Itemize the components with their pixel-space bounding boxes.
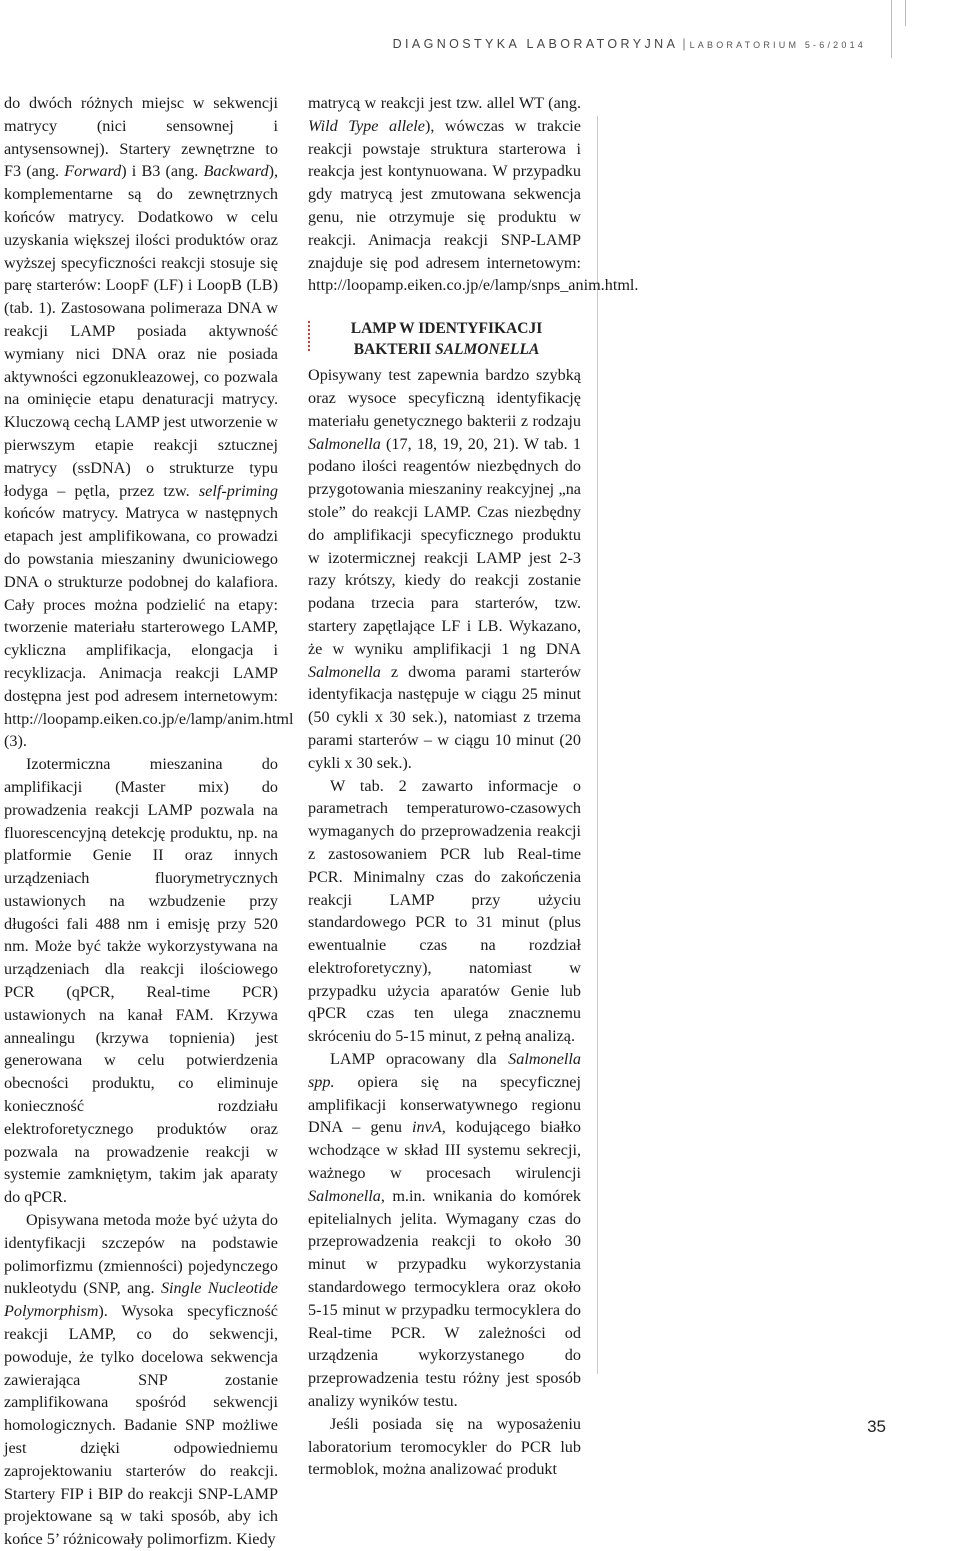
section-heading-line-2: BAKTERII SALMONELLA [353,341,540,359]
issue-label: LABORATORIUM 5-6/2014 [689,40,866,50]
section-heading-line-1: LAMP W IDENTYFIKACJI [350,320,543,338]
right-paragraph-3: W tab. 2 zawarto informacje o parametrach temperaturowo-czasowych wymaganych do przeprowadzenia reakcji z zastosowaniem PCR lub Real-time PCR. Minimalny czas do zakończenia reakcji LAMP przy użyciu standardowego PCR to 31 minut (plus ewentualnie czas na rozdział elektroforetyczny), natomiast w przypadku użycia aparatów Genie lub qPCR czas ten ulega znacznemu skróceniu do 5-15 minut, z pełną analizą. [308,776,581,1046]
header-rule-far-right [905,0,906,26]
journal-title: DIAGNOSTYKA LABORATORYJNA [392,37,679,51]
column-rule [597,116,598,1374]
section-heading [308,318,581,360]
header-text [393,37,866,51]
header-rule-right [891,0,892,58]
right-paragraph-4: LAMP opracowany dla Salmonella spp. opiera się na specyficznej amplifikacji konserwatywnego regionu DNA – genu invA, kodującego białko wchodzące w skład III systemu sekrecji, ważnego w procesach wirulencji Salmonella, m.in. wnikania do komórek epitelialnych jelita. Wymagany czas do przeprowadzenia reakcji to około 30 minut w przypadku wykorzystania standardowego termocyklera oraz około 5-15 minut w przypadku termocyklera do Real-time PCR. W zależności od urządzenia wykorzystanego do przeprowadzenia testu różny jest sposób analizy wyników testu. [308,1050,581,1411]
header-separator: | [682,37,686,51]
left-paragraph-2: Izotermiczna mieszanina do amplifikacji (Master mix) do prowadzenia reakcji LAMP pozwala na fluorescencyjną detekcję produktu, np. na platformie Genie II oraz innych urządzeniach fluorymetrycznych ustawionych na wzbudzenie przy długości fali 488 nm i emisję przy 520 nm. Może być także wykorzystywana na urządzeniach dla reakcji ilościowego PCR (qPCR, Real-time PCR) ustawionych na kanał FAM. Krzywa annealingu (krzywa topnienia) jest generowana w celu potwierdzenia obecności produktu, co eliminuje konieczność rozdziału elektroforetycznego produktów oraz pozwala na prowadzenie reakcji w systemie zamkniętym, takim jak aparaty do qPCR. [4,755,278,1207]
left-paragraph-1: do dwóch różnych miejsc w sekwencji matrycy (nici sensownej i antysensownej). Startery zewnętrzne to F3 (ang. Forward) i B3 (ang. Backward), komplementarne są do zewnętrznych końców matrycy. Dodatkowo w celu uzyskania większej ilości produktów oraz wyższej specyficzności reakcji stosuje się parę starterów: LoopF (LF) i LoopB (LB) (tab. 1). Zastosowana polimeraza DNA w reakcji LAMP posiada aktywność wymiany nici DNA oraz nie posiada aktywności egzonukleazowej, co pozwala na ominięcie etapu denaturacji matrycy. Kluczową cechą LAMP jest utworzenie w pierwszym etapie reakcji sztucznej matrycy (ssDNA) o strukturze typu łodyga – pętla, przez tzw. self-priming końców matrycy. Matryca w następnych etapach jest amplifikowana, co prowadzi do powstania mieszaniny dwuniciowego DNA o strukturze podobnej do kalafiora. Cały proces można podzielić na etapy: tworzenie materiału starterowego LAMP, cykliczna amplifikacja, elongacja i recyklizacja. Animacja reakcji LAMP dostępna jest pod adresem internetowym: http://loopamp.eiken.co.jp/e/lamp/anim.html (3). [4,94,294,751]
running-header [0,37,960,57]
right-column [308,92,639,1481]
right-paragraph-5: Jeśli posiada się na wyposażeniu laboratorium teromocykler do PCR lub termoblok, można analizować produkt [308,1414,581,1479]
right-paragraph-1: matrycą w reakcji jest tzw. allel WT (ang. Wild Type allele), wówczas w trakcie reakcji powstaje struktura starterowa i reakcja jest kontynuowana. W przypadku gdy matrycą jest zmutowana sekwencja genu, nie otrzymuje się produktu w reakcji. Animacja reakcji SNP-LAMP znajduje się pod adresem internetowym: http://loopamp.eiken.co.jp/e/lamp/snps_anim.html. [308,94,639,295]
left-column [4,92,294,1551]
page-number: 35 [867,1417,886,1436]
section-marker [308,321,310,351]
right-paragraph-2: Opisywany test zapewnia bardzo szybką oraz wysoce specyficzną identyfikację materiału genetycznego bakterii z rodzaju Salmonella (17, 18, 19, 20, 21). W tab. 1 podano ilości reagentów niezbędnych do przygotowania mieszaniny reakcyjnej „na stole” do reakcji LAMP. Czas niezbędny do amplifikacji specyficznego produktu w izotermicznej reakcji LAMP jest 2-3 razy krótszy, kiedy do reakcji zostanie podana trzecia para starterów, tzw. startery zapętlające LF i LB. Wykazano, że w wyniku amplifikacji 1 ng DNA Salmonella z dwoma parami starterów identyfikacja następuje w ciągu 25 minut (50 cykli x 30 sek.), natomiast z trzema parami starterów – w ciągu 10 minut (20 cykli x 30 sek.). [308,366,581,772]
left-paragraph-3: Opisywana metoda może być użyta do identyfikacji szczepów na podstawie polimorfizmu (zmienności) pojedynczego nukleotydu (SNP, ang. Single Nucleotide Polymorphism). Wysoka specyficzność reakcji LAMP, co do sekwencji, powoduje, że tylko docelowa sekwencja zawierająca SNP zostanie zamplifikowana spośród sekwencji homologicznych. Badanie SNP możliwe jest dzięki odpowiedniemu zaprojektowaniu starterów do reakcji. Startery FIP i BIP do reakcji SNP-LAMP projektowane są w taki sposób, aby ich końce 5’ różnicowały polimorfizm. Kiedy [4,1211,278,1549]
